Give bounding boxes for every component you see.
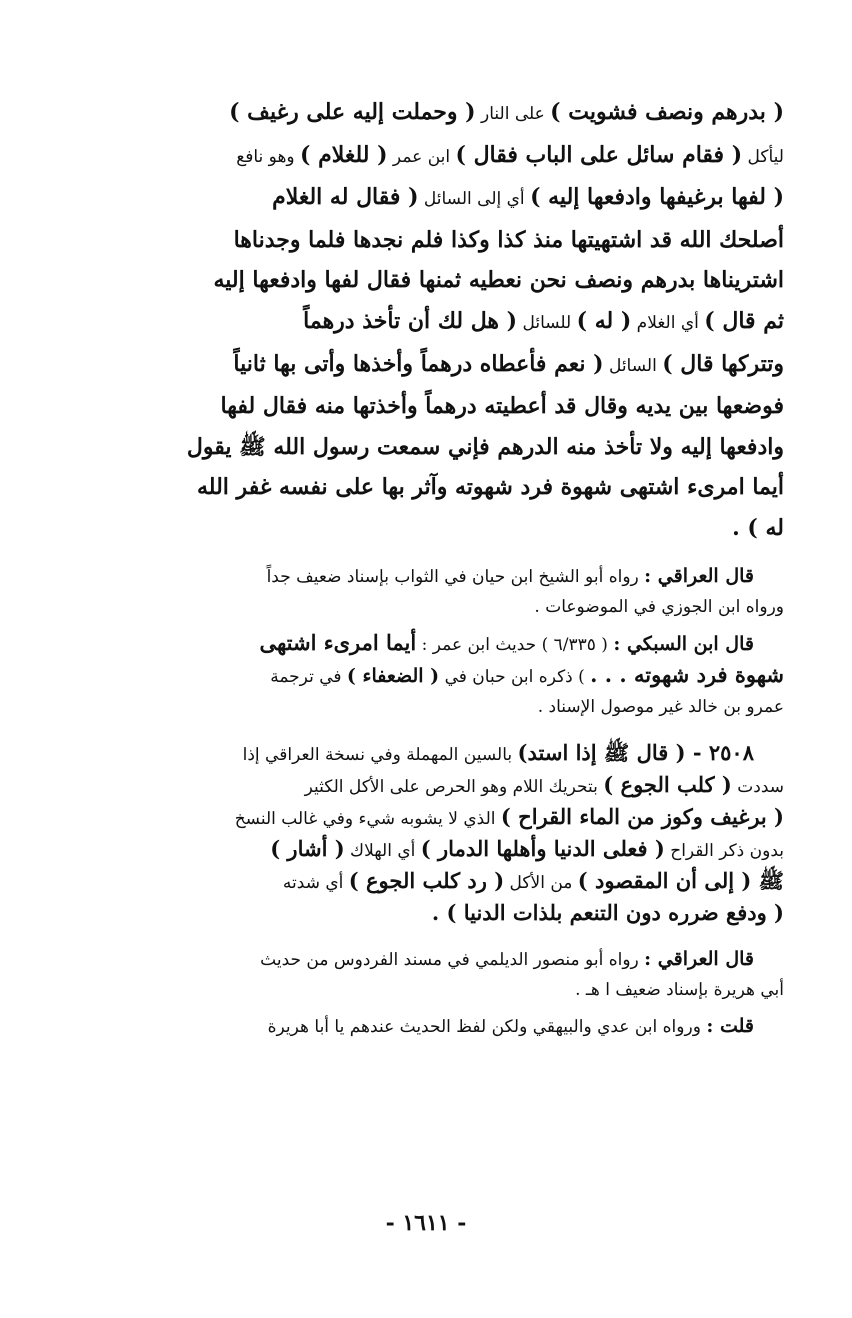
text-normal: على النار xyxy=(475,104,551,124)
text-normal: أي الغلام xyxy=(631,312,705,333)
text-line xyxy=(68,177,784,220)
text-line xyxy=(68,135,784,178)
text-normal: ) ذكره ابن حبان في xyxy=(439,666,591,687)
text-normal: أي شدته xyxy=(282,872,349,893)
text-line: وادفعها إليه ولا تأخذ منه الدرهم فإني سمعت رسول الله ﷺ يقول xyxy=(186,433,784,460)
text-line xyxy=(68,770,784,802)
text-normal: ( ٦/٣٣٥ ) حديث ابن عمر : xyxy=(416,634,614,655)
note-iraqi-1 xyxy=(68,561,784,622)
text-line xyxy=(68,344,784,387)
text-bold: ( للغلام ) xyxy=(300,141,388,168)
text-normal: في ترجمة xyxy=(270,666,347,687)
note-iraqi-2 xyxy=(68,944,784,1005)
note-label: قال ابن السبكي : xyxy=(613,632,754,655)
text-line: أصلحك الله قد اشتهيتها منذ كذا وكذا فلم نجدها فلما وجدناها xyxy=(233,226,784,253)
text-normal: وهو نافع xyxy=(236,146,301,167)
text-bold: ( لفها برغيفها وادفعها إليه ) xyxy=(530,184,784,211)
text-bold: ( نعم فأعطاه درهماً وأخذها وأتى بها ثانياً xyxy=(233,350,604,377)
text-bold: ( برغيف وكوز من الماء القراح ) xyxy=(500,803,784,829)
text-line: له ) . xyxy=(732,514,784,541)
text-normal: بتحريك اللام وهو الحرص على الأكل الكثير xyxy=(304,776,604,797)
text-bold: ( أشار ) xyxy=(270,835,345,861)
text-line: ورواه ابن الجوزي في الموضوعات . xyxy=(534,596,784,617)
text-normal: ورواه ابن عدي والبيهقي ولكن لفظ الحديث عندهم يا أبا هريرة xyxy=(267,1016,707,1037)
text-normal: رواه أبو منصور الديلمي في مسند الفردوس من حديث xyxy=(260,949,645,970)
text-normal: بدون ذكر القراح xyxy=(664,840,784,861)
text-bold: ثم قال ) xyxy=(704,307,784,334)
text-bold: ( فعلى الدنيا وأهلها الدمار ) xyxy=(420,835,665,861)
text-normal: ليأكل xyxy=(742,146,784,167)
text-normal: أي إلى السائل xyxy=(418,189,531,210)
text-line xyxy=(68,834,784,866)
note-label: قال العراقي : xyxy=(644,564,754,587)
text-bold: ﷺ ( إلى أن المقصود ) xyxy=(577,867,784,893)
main-text xyxy=(68,92,784,549)
text-bold: ( فقام سائل على الباب فقال ) xyxy=(455,141,743,168)
text-line xyxy=(68,92,784,135)
text-bold: أيما امرىء اشتهى xyxy=(259,629,417,655)
text-normal: السائل xyxy=(603,355,663,376)
note-label: قال العراقي : xyxy=(644,947,754,970)
note-qultu xyxy=(68,1011,784,1042)
text-line: أبي هريرة بإسناد ضعيف ا هـ . xyxy=(575,979,784,1000)
page-number: - ١٦١١ - xyxy=(385,1210,467,1236)
text-line xyxy=(68,944,784,975)
text-line xyxy=(68,738,784,770)
text-line xyxy=(68,628,784,660)
text-line: عمرو بن خالد غير موصول الإسناد . xyxy=(537,696,784,717)
text-line: فوضعها بين يديه وقال قد أعطيته درهماً وأخذتها منه فقال لفها xyxy=(220,393,784,420)
text-bold: ( الضعفاء ) xyxy=(346,664,440,687)
text-line: ( ودفع ضرره دون التنعم بلذات الدنيا ) . xyxy=(431,899,784,925)
text-bold: ( له ) xyxy=(576,307,632,334)
text-bold: ( فقال له الغلام xyxy=(272,184,419,211)
text-normal: الذي لا يشوبه شيء وفي غالب النسخ xyxy=(234,808,501,829)
text-line xyxy=(68,1011,784,1042)
text-line xyxy=(68,660,784,692)
text-normal: من الأكل xyxy=(504,872,578,893)
text-bold: ( رد كلب الجوع ) xyxy=(348,867,505,893)
page-body xyxy=(68,92,784,1042)
text-normal: ابن عمر xyxy=(387,146,456,167)
text-line: أيما امرىء اشتهى شهوة فرد شهوته وآثر بها على نفسه غفر الله xyxy=(197,474,784,501)
text-line xyxy=(68,561,784,592)
text-line xyxy=(68,802,784,834)
text-normal: أي الهلاك xyxy=(344,840,421,861)
hadith-number: ٢٥٠٨ - ( قال ﷺ إذا استد) xyxy=(517,739,754,765)
text-bold: ( كلب الجوع ) xyxy=(603,771,732,797)
text-bold: ( هل لك أن تأخذ درهماً xyxy=(303,307,518,334)
text-bold: ( بدرهم ونصف فشويت ) xyxy=(550,99,784,125)
text-line: اشتريناها بدرهم ونصف نحن نعطيه ثمنها فقال لفها وادفعها إليه xyxy=(213,267,784,294)
text-bold: ( وحملت إليه على رغيف ) xyxy=(229,99,476,125)
text-normal: للسائل xyxy=(517,312,577,333)
text-line xyxy=(68,301,784,344)
text-bold: شهوة فرد شهوته . . . xyxy=(590,661,784,687)
text-normal: بالسين المهملة وفي نسخة العراقي إذا xyxy=(242,744,518,765)
note-label: قلت : xyxy=(706,1014,754,1037)
text-normal: رواه أبو الشيخ ابن حيان في الثواب بإسناد ضعيف جداً xyxy=(266,566,645,587)
hadith-2508 xyxy=(68,738,784,928)
note-subki xyxy=(68,628,784,722)
text-normal: سددت xyxy=(731,776,784,797)
text-bold: وتتركها قال ) xyxy=(662,350,784,377)
text-line xyxy=(68,866,784,898)
